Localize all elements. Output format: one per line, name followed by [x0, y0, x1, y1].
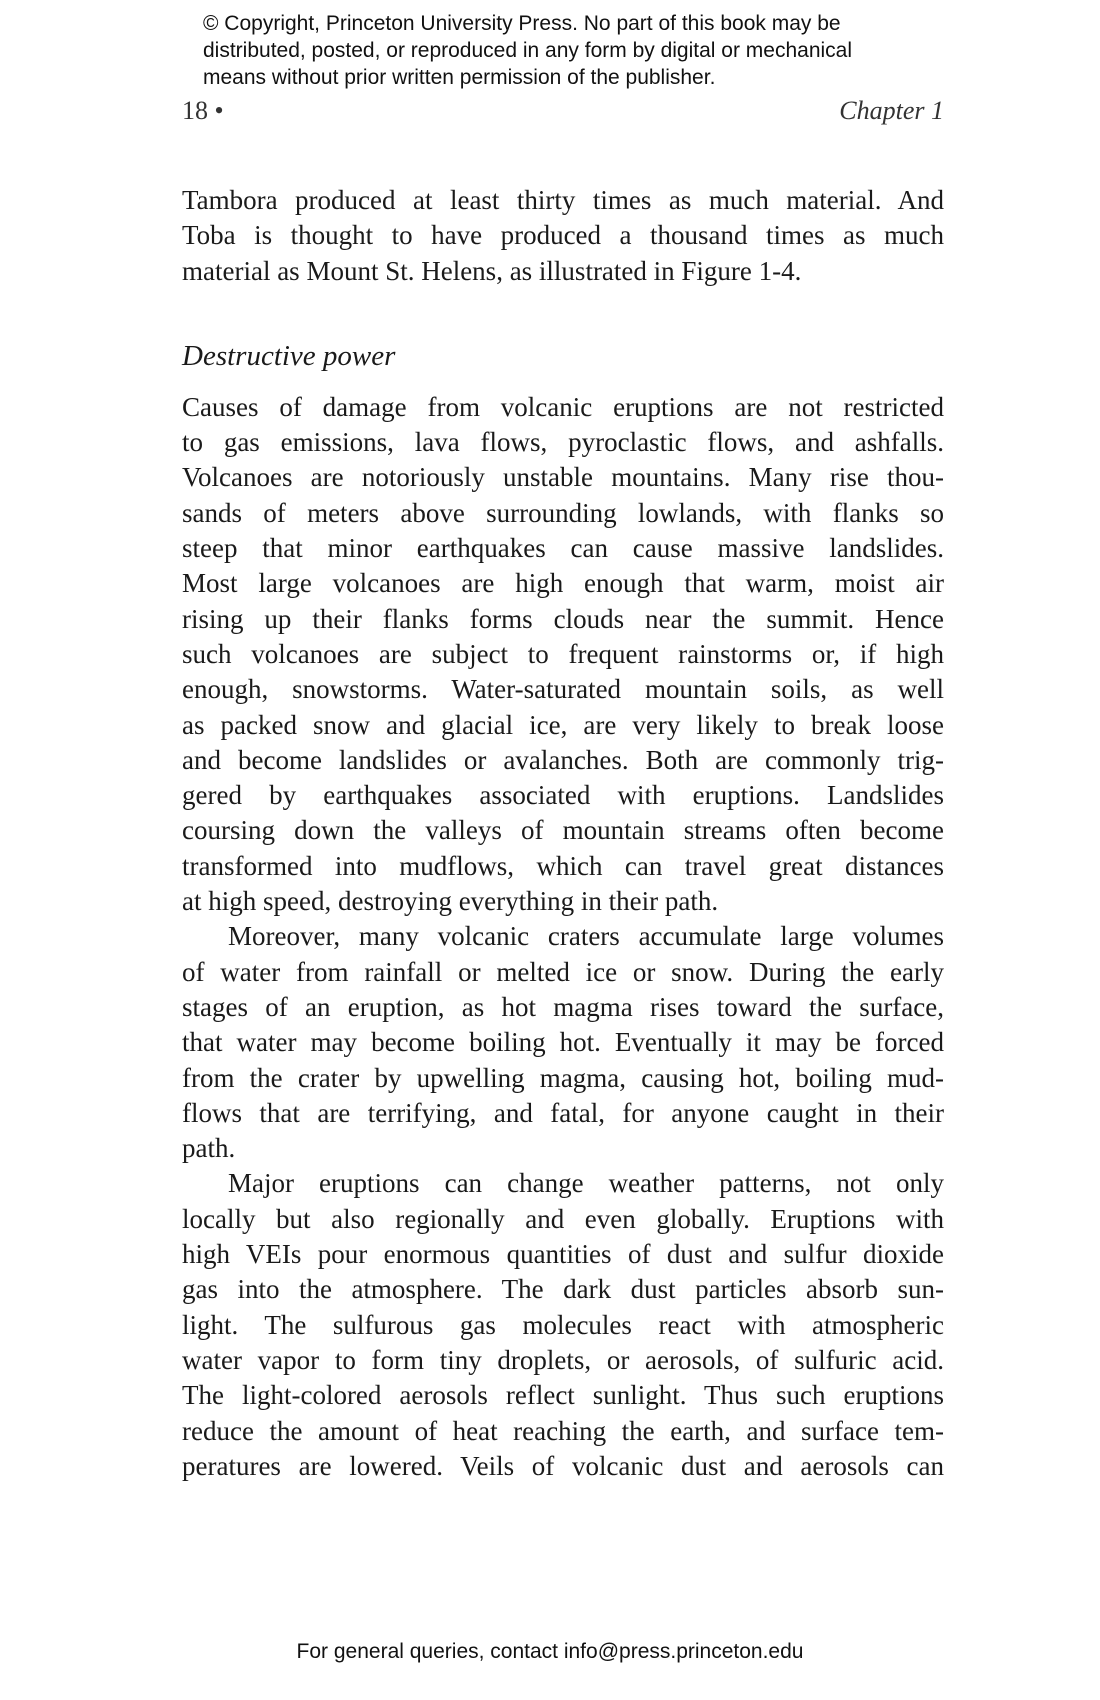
text-line: water vapor to form tiny droplets, or aerosols, of sulfuric acid.: [182, 1344, 944, 1375]
copyright-line: distributed, posted, or reproduced in any form by digital or mechanical: [203, 39, 853, 62]
running-head: [182, 96, 944, 130]
text-line: high VEIs pour enormous quantities of dust and sulfur dioxide: [182, 1239, 944, 1270]
text-line: transformed into mudflows, which can travel great distances: [182, 850, 944, 881]
text-line: locally but also regionally and even globally. Eruptions with: [182, 1203, 944, 1234]
text-line: to gas emissions, lava flows, pyroclastic flows, and ashfalls.: [182, 427, 944, 458]
text-line: steep that minor earthquakes can cause massive landslides.: [182, 533, 944, 564]
text-line: coursing down the valleys of mountain streams often become: [182, 815, 944, 846]
intro-paragraph: [182, 183, 944, 289]
text-line: gered by earthquakes associated with eruptions. Landslides: [182, 780, 944, 811]
paragraph: [182, 1166, 944, 1484]
text-line: as packed snow and glacial ice, are very likely to break loose: [182, 709, 944, 740]
text-line: Moreover, many volcanic craters accumulate large volumes: [228, 921, 944, 952]
text-line: sands of meters above surrounding lowlands, with flanks so: [182, 497, 944, 528]
text-line: material as Mount St. Helens, as illustrated in Figure 1-4.: [182, 255, 802, 286]
text-line: path.: [182, 1133, 236, 1164]
text-line: enough, snowstorms. Water-saturated mountain soils, as well: [182, 674, 944, 705]
text-line: at high speed, destroying everything in their path.: [182, 886, 719, 917]
text-line: Major eruptions can change weather patterns, not only: [228, 1168, 944, 1199]
footer-contact: For general queries, contact info@press.princeton.edu: [296, 1640, 804, 1663]
text-line: Volcanoes are notoriously unstable mountains. Many rise thou-: [182, 462, 944, 493]
text-line: such volcanoes are subject to frequent rainstorms or, if high: [182, 638, 944, 669]
text-line: flows that are terrifying, and fatal, for anyone caught in their: [182, 1097, 944, 1128]
body-text: [182, 183, 944, 1484]
text-line: peratures are lowered. Veils of volcanic dust and aerosols can: [182, 1450, 944, 1481]
text-line: stages of an eruption, as hot magma rises toward the surface,: [182, 991, 944, 1022]
page-number: 18 •: [182, 96, 224, 125]
text-line: and become landslides or avalanches. Both are commonly trig-: [182, 744, 944, 775]
text-line: Most large volcanoes are high enough that warm, moist air: [182, 568, 944, 599]
text-line: Tambora produced at least thirty times as much material. And: [182, 185, 944, 215]
copyright-line: © Copyright, Princeton University Press. No part of this book may be: [203, 12, 841, 35]
text-line: rising up their flanks forms clouds near the summit. Hence: [182, 603, 944, 634]
text-line: from the crater by upwelling magma, causing hot, boiling mud-: [182, 1062, 944, 1093]
text-line: that water may become boiling hot. Eventually it may be forced: [182, 1027, 944, 1058]
text-line: Toba is thought to have produced a thousand times as much: [182, 220, 944, 251]
text-line: Causes of damage from volcanic eruptions are not restricted: [182, 391, 944, 422]
text-line: reduce the amount of heat reaching the earth, and surface tem-: [182, 1415, 944, 1446]
chapter-label: Chapter 1: [839, 96, 944, 125]
text-line: The light-colored aerosols reflect sunlight. Thus such eruptions: [182, 1380, 944, 1411]
text-line: of water from rainfall or melted ice or snow. During the early: [182, 956, 944, 987]
text-line: light. The sulfurous gas molecules react with atmospheric: [182, 1309, 944, 1340]
section-heading: Destructive power: [182, 339, 396, 372]
paragraph: [182, 390, 944, 919]
copyright-notice: [203, 10, 963, 91]
text-line: gas into the atmosphere. The dark dust particles absorb sun-: [182, 1274, 944, 1305]
paragraph: [182, 919, 944, 1166]
copyright-line: means without prior written permission of the publisher.: [203, 66, 716, 89]
